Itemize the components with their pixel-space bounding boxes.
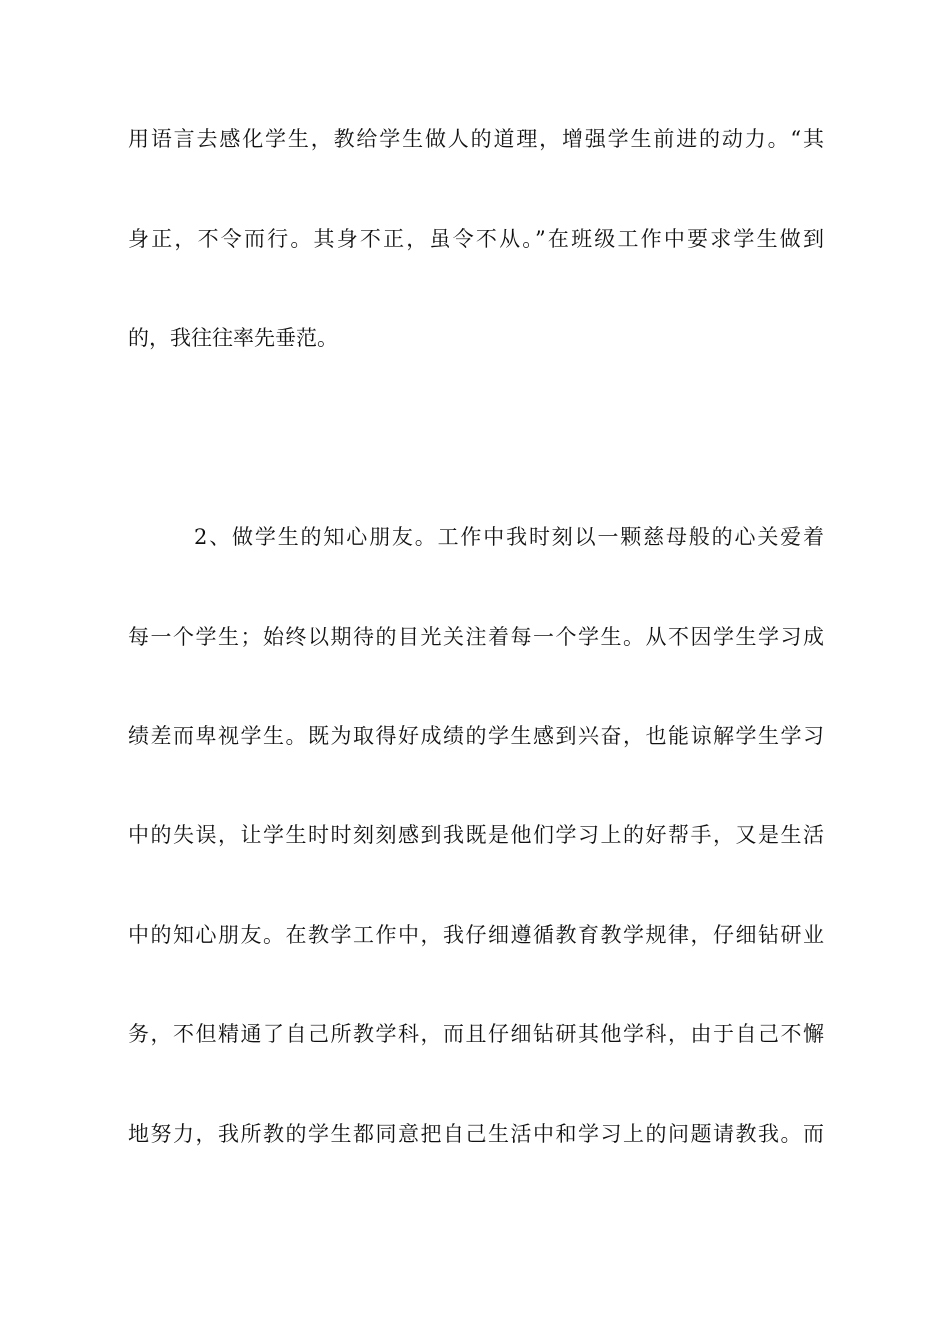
paragraph-1-line-3: 的，我往往率先垂范。	[128, 326, 338, 350]
paragraph-1-line-1: 用语言去感化学生，教给学生做人的道理，增强学生前进的动力。“其	[128, 127, 824, 151]
paragraph-2-line-7: 地努力，我所教的学生都同意把自己生活中和学习上的问题请教我。而	[128, 1122, 824, 1146]
paragraph-2-line-3: 绩差而卑视学生。既为取得好成绩的学生感到兴奋，也能谅解学生学习	[128, 724, 824, 748]
paragraph-2-line-4: 中的失误，让学生时时刻刻感到我既是他们学习上的好帮手，又是生活	[128, 823, 824, 847]
paragraph-1-line-2: 身正，不令而行。其身不正，虽令不从。”在班级工作中要求学生做到	[128, 227, 824, 251]
paragraph-2-line-2: 每一个学生；始终以期待的目光关注着每一个学生。从不因学生学习成	[128, 625, 824, 649]
paragraph-2-line-5: 中的知心朋友。在教学工作中，我仔细遵循教育教学规律，仔细钻研业	[128, 923, 824, 947]
paragraph-2-line-6: 务，不但精通了自己所教学科，而且仔细钻研其他学科，由于自己不懈	[128, 1022, 824, 1046]
paragraph-2-line-1: 2、做学生的知心朋友。工作中我时刻以一颗慈母般的心关爱着	[194, 525, 824, 549]
